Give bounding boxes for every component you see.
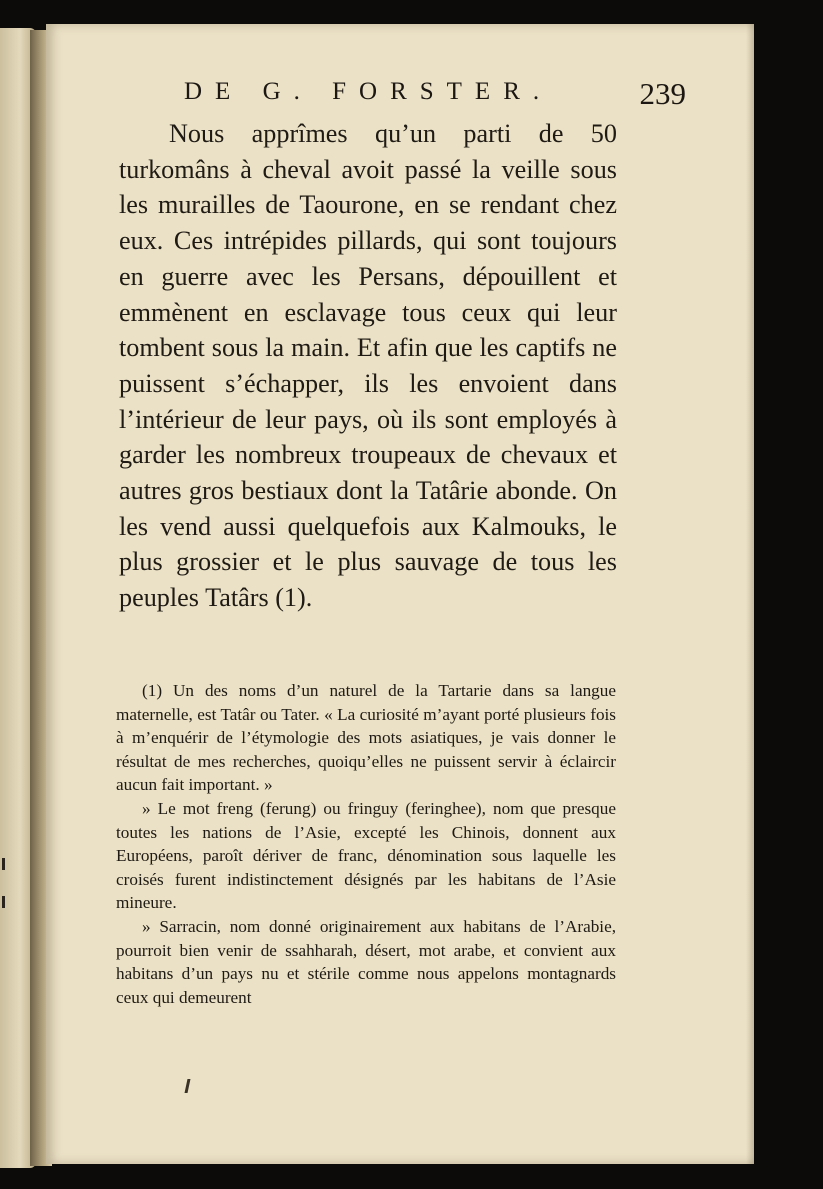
footnote-2: » Le mot freng (ferung) ou fringuy (feringhee), nom que presque toutes les nations de l’Asie, excepté les Chinois, donnent aux Européens, paroît dériver de franc, dénomination sous laquelle les croisés furent indistinctement désignés par les habitans de l’Asie mineure. bbox=[116, 798, 616, 913]
footnote-1: (1) Un des noms d’un naturel de la Tartarie dans sa langue maternelle, est Tatâr ou Tater. « La curiosité m’ayant porté plusieurs fois à m’enquérir de l’étymologie des mots asiatiques, je vais donner le résultat de mes recherches, quoiqu’elles ne puissent servir à éclaircir aucun fait important. » bbox=[116, 681, 616, 795]
page-number: 239 bbox=[639, 76, 686, 111]
page-header bbox=[166, 74, 686, 122]
main-text bbox=[119, 116, 617, 616]
body-paragraph: Nous apprîmes qu’un parti de 50 turkomâns à cheval avoit passé la veille sous les murailles de Taourone, en se rendant chez eux. Ces intrépides pillards, qui sont toujours en guerre avec les Persans, dépouillent et emmènent en esclavage tous ceux qui leur tombent sous la main. Et afin que les captifs ne puissent s’échapper, ils les envoient dans l’intérieur de leur pays, où ils sont employés à garder les nombreux troupeaux de chevaux et autres gros bestiaux dont la Tatârie abonde. On les vend aussi quelquefois aux Kalmouks, le plus grossier et le plus sauvage de tous les peuples Tatârs (1). bbox=[119, 119, 617, 613]
footnotes bbox=[116, 679, 616, 1009]
footnote-3: » Sarracin, nom donné originairement aux habitans de l’Arabie, pourroit bien venir de ssahharah, désert, mot arabe, et convient aux habitans d’un pays nu et stérile comme nous appelons montagnards ceux qui demeurent bbox=[116, 916, 616, 1007]
running-title: DE G. FORSTER. bbox=[184, 78, 553, 105]
facing-page-mark bbox=[2, 858, 5, 870]
ink-mark bbox=[185, 1079, 191, 1093]
book-page bbox=[46, 24, 754, 1164]
facing-page-mark bbox=[2, 896, 5, 908]
